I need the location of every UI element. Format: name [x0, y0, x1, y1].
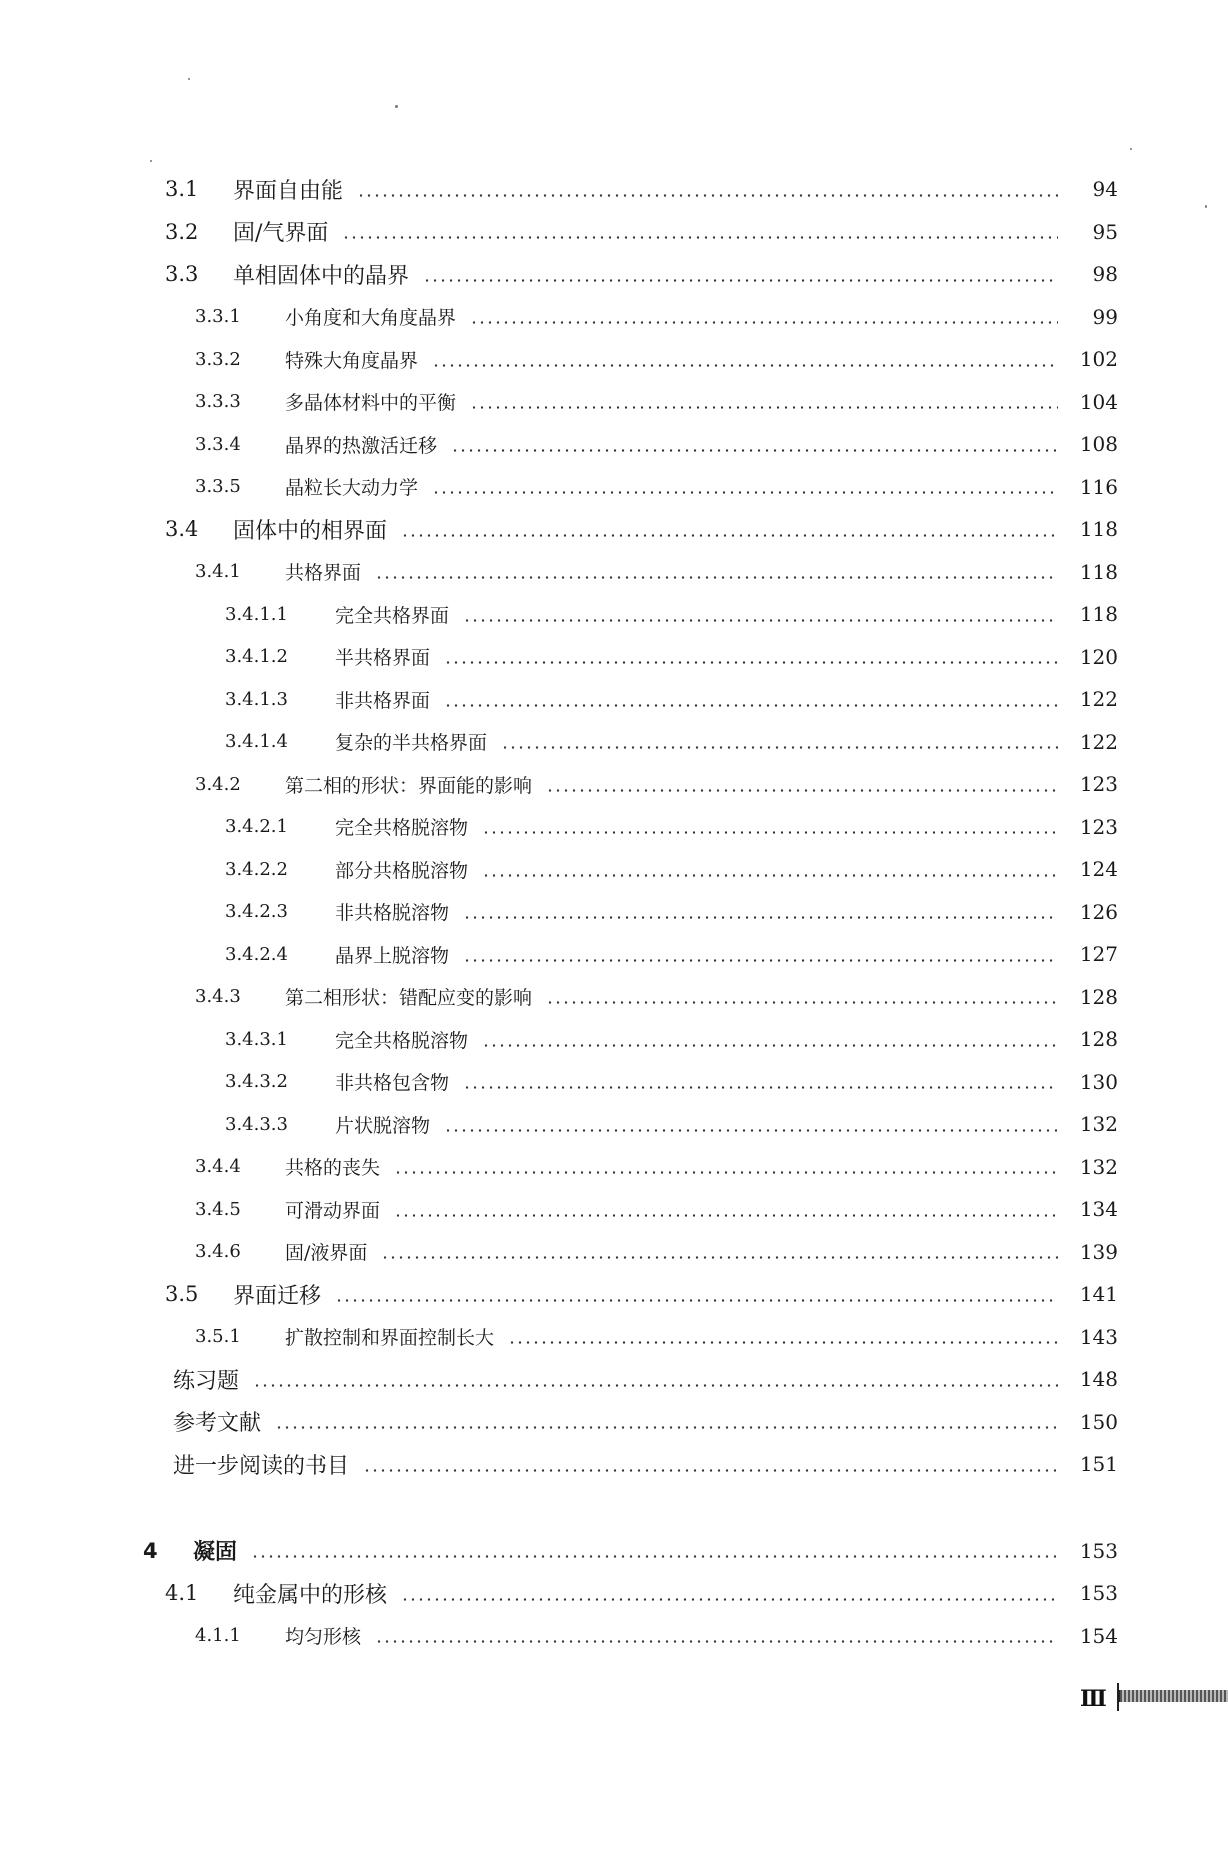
- toc-entry-3-3-5[interactable]: [0, 466, 1228, 509]
- toc-entry-title: 特殊大角度晶界: [285, 349, 419, 372]
- dot-leader: [444, 704, 1058, 707]
- toc-entry-page: 118: [1079, 517, 1118, 542]
- dot-leader: [275, 1426, 1058, 1429]
- toc-entry-page: 150: [1079, 1409, 1118, 1434]
- toc-entry-page: 143: [1079, 1324, 1118, 1349]
- toc-entry-page: 128: [1079, 984, 1118, 1009]
- dot-leader: [444, 1129, 1058, 1132]
- toc-entry-3-4-2[interactable]: [0, 763, 1228, 806]
- toc-entry-number: 3.4.1.3: [225, 688, 288, 710]
- toc-entry-title: 纯金属中的形核: [233, 1582, 388, 1608]
- toc-entry-title: 进一步阅读的书目: [173, 1453, 350, 1479]
- dot-leader: [451, 449, 1058, 452]
- table-of-contents: [0, 168, 1228, 1657]
- toc-entry-title: 固体中的相界面: [233, 518, 388, 544]
- toc-entry-page: 132: [1079, 1154, 1118, 1179]
- scan-speck: [150, 160, 152, 162]
- toc-entry-title: 共格界面: [285, 562, 362, 585]
- toc-entry-page: 139: [1079, 1239, 1118, 1264]
- toc-entry-page: 102: [1079, 347, 1118, 372]
- dot-leader: [423, 279, 1058, 282]
- toc-entry-title: 界面自由能: [233, 178, 344, 204]
- dot-leader: [463, 916, 1058, 919]
- toc-entry-title: 非共格界面: [335, 689, 431, 712]
- toc-entry-number: 3.4.2: [195, 773, 241, 795]
- toc-entry-3-4-2-3[interactable]: [0, 891, 1228, 934]
- dot-leader: [501, 746, 1058, 749]
- toc-entry-number: 3.1: [165, 177, 199, 202]
- toc-entry-page: 108: [1079, 432, 1118, 457]
- scan-speck: [395, 105, 398, 108]
- toc-entry-title: 完全共格脱溶物: [335, 1029, 469, 1052]
- toc-entry-title: 片状脱溶物: [335, 1114, 431, 1137]
- dot-leader: [482, 874, 1058, 877]
- toc-chapter-4[interactable]: [0, 1530, 1228, 1573]
- dot-leader: [381, 1256, 1058, 1259]
- toc-entry-page: 124: [1079, 857, 1118, 882]
- toc-entry-3-4-1-2[interactable]: [0, 636, 1228, 679]
- dot-leader: [342, 236, 1058, 239]
- dot-leader: [444, 661, 1058, 664]
- toc-entry-title: 非共格脱溶物: [335, 902, 450, 925]
- toc-entry-number: 3.4.6: [195, 1241, 241, 1263]
- scan-speck: [1130, 148, 1132, 150]
- toc-entry-page: 104: [1079, 389, 1118, 414]
- toc-entry-3-4[interactable]: [0, 508, 1228, 551]
- toc-entry-3-3-1[interactable]: [0, 296, 1228, 339]
- toc-entry-3-5-1[interactable]: [0, 1316, 1228, 1359]
- toc-entry-title: 小角度和大角度晶界: [285, 307, 457, 330]
- dot-leader: [482, 1044, 1058, 1047]
- toc-entry-title: 第二相形状：错配应变的影响: [285, 987, 533, 1010]
- dot-leader: [463, 959, 1058, 962]
- toc-entry-number: 3.4.2.3: [225, 901, 288, 923]
- toc-entry-title: 扩散控制和界面控制长大: [285, 1327, 495, 1350]
- toc-entry-page: 123: [1079, 772, 1118, 797]
- toc-entry-3-3-3[interactable]: [0, 381, 1228, 424]
- toc-entry-page: 122: [1079, 687, 1118, 712]
- dot-leader: [357, 194, 1058, 197]
- dot-leader: [482, 831, 1058, 834]
- toc-entry-title: 复杂的半共格界面: [335, 732, 488, 755]
- toc-entry-page: 153: [1079, 1581, 1118, 1606]
- page-number-label: Ⅲ: [1080, 1686, 1106, 1712]
- toc-entry-3-4-1[interactable]: [0, 551, 1228, 594]
- toc-entry-number: 3.4.3: [195, 986, 241, 1008]
- page-edge-bar: [1117, 1690, 1228, 1702]
- toc-entry-title: 完全共格脱溶物: [335, 817, 469, 840]
- dot-leader: [335, 1299, 1058, 1302]
- toc-entry-title: 晶粒长大动力学: [285, 477, 419, 500]
- dot-leader: [394, 1214, 1058, 1217]
- dot-leader: [432, 364, 1058, 367]
- toc-entry-title: 多晶体材料中的平衡: [285, 392, 457, 415]
- toc-entry-3-4-3[interactable]: [0, 976, 1228, 1019]
- toc-entry-title: 部分共格脱溶物: [335, 859, 469, 882]
- toc-entry-title: 非共格包含物: [335, 1072, 450, 1095]
- toc-entry-title: 固/气界面: [233, 221, 329, 247]
- toc-entry-page: 98: [1092, 262, 1118, 287]
- toc-entry-number: 3.4.3.1: [225, 1028, 288, 1050]
- dot-leader: [546, 1001, 1058, 1004]
- toc-entry-number: 3.4.2.2: [225, 858, 288, 880]
- dot-leader: [508, 1341, 1058, 1344]
- chapter-page: 153: [1079, 1538, 1118, 1563]
- toc-entry-number: 3.3.1: [195, 306, 241, 328]
- toc-entry-page: 128: [1079, 1027, 1118, 1052]
- toc-entry-title: 练习题: [173, 1368, 240, 1394]
- toc-entry-number: 3.3.5: [195, 476, 241, 498]
- toc-entry-3-4-2-2[interactable]: [0, 848, 1228, 891]
- toc-entry-number: 3.4.2.4: [225, 943, 288, 965]
- toc-entry-title: 半共格界面: [335, 647, 431, 670]
- toc-entry-references[interactable]: [0, 1401, 1228, 1444]
- dot-leader: [251, 1555, 1058, 1558]
- toc-entry-number: 3.3: [165, 262, 199, 287]
- toc-entry-page: 95: [1092, 219, 1118, 244]
- toc-entry-3-4-2-4[interactable]: [0, 933, 1228, 976]
- toc-entry-3-4-5[interactable]: [0, 1188, 1228, 1231]
- dot-leader: [401, 1598, 1058, 1601]
- toc-entry-title: 晶界上脱溶物: [335, 944, 450, 967]
- toc-entry-number: 3.4.3.3: [225, 1113, 288, 1135]
- toc-entry-page: 116: [1079, 474, 1118, 499]
- toc-entry-page: 118: [1079, 602, 1118, 627]
- toc-entry-title: 完全共格界面: [335, 604, 450, 627]
- toc-entry-further-reading[interactable]: [0, 1443, 1228, 1486]
- toc-entry-number: 3.4.1.1: [225, 603, 288, 625]
- toc-entry-page: 94: [1092, 177, 1118, 202]
- toc-entry-number: 3.4.3.2: [225, 1071, 288, 1093]
- toc-entry-title: 参考文献: [173, 1411, 262, 1437]
- toc-entry-number: 3.3.3: [195, 391, 241, 413]
- toc-entry-4-1-1[interactable]: [0, 1615, 1228, 1658]
- toc-entry-number: 3.3.4: [195, 433, 241, 455]
- toc-entry-number: 3.5: [165, 1282, 199, 1307]
- toc-entry-title: 共格的丧失: [285, 1157, 381, 1180]
- toc-entry-page: 99: [1092, 304, 1118, 329]
- toc-entry-3-3[interactable]: [0, 253, 1228, 296]
- chapter-number: 4: [143, 1538, 158, 1563]
- toc-entry-3-4-4[interactable]: [0, 1146, 1228, 1189]
- dot-leader: [546, 789, 1058, 792]
- toc-entry-number: 4.1: [165, 1581, 199, 1606]
- toc-entry-4-1[interactable]: [0, 1572, 1228, 1615]
- toc-entry-3-3-4[interactable]: [0, 423, 1228, 466]
- toc-entry-page: 154: [1079, 1623, 1118, 1648]
- toc-entry-page: 118: [1079, 559, 1118, 584]
- toc-entry-page: 134: [1079, 1197, 1118, 1222]
- toc-entry-3-4-3-3[interactable]: [0, 1103, 1228, 1146]
- toc-entry-page: 130: [1079, 1069, 1118, 1094]
- toc-entry-3-5[interactable]: [0, 1273, 1228, 1316]
- dot-leader: [394, 1171, 1058, 1174]
- toc-entry-title: 单相固体中的晶界: [233, 263, 410, 289]
- toc-entry-3-4-6[interactable]: [0, 1231, 1228, 1274]
- toc-entry-page: 132: [1079, 1112, 1118, 1137]
- chapter-title: 凝固: [193, 1539, 238, 1566]
- toc-entry-number: 3.4.1.2: [225, 646, 288, 668]
- dot-leader: [432, 491, 1058, 494]
- dot-leader: [470, 321, 1058, 324]
- toc-entry-3-4-3-2[interactable]: [0, 1061, 1228, 1104]
- toc-entry-page: 151: [1079, 1452, 1118, 1477]
- toc-entry-title: 均匀形核: [285, 1626, 362, 1649]
- toc-entry-number: 3.4.1: [195, 561, 241, 583]
- toc-entry-3-3-2[interactable]: [0, 338, 1228, 381]
- toc-entry-page: 120: [1079, 644, 1118, 669]
- toc-entry-number: 3.5.1: [195, 1326, 241, 1348]
- toc-entry-number: 3.4: [165, 517, 199, 542]
- toc-entry-number: 3.3.2: [195, 348, 241, 370]
- section-gap: [0, 1486, 1228, 1530]
- toc-entry-3-2[interactable]: [0, 211, 1228, 254]
- dot-leader: [363, 1469, 1058, 1472]
- toc-entry-number: 3.4.4: [195, 1156, 241, 1178]
- toc-entry-page: 148: [1079, 1367, 1118, 1392]
- toc-entry-3-4-2-1[interactable]: [0, 806, 1228, 849]
- toc-entry-3-1[interactable]: [0, 168, 1228, 211]
- dot-leader: [463, 1086, 1058, 1089]
- toc-entry-page: 141: [1079, 1282, 1118, 1307]
- dot-leader: [463, 619, 1058, 622]
- toc-entry-number: 3.4.2.1: [225, 816, 288, 838]
- toc-entry-3-4-3-1[interactable]: [0, 1018, 1228, 1061]
- toc-entry-page: 122: [1079, 729, 1118, 754]
- toc-entry-title: 固/液界面: [285, 1242, 368, 1265]
- toc-entry-exercises[interactable]: [0, 1358, 1228, 1401]
- toc-entry-number: 3.4.1.4: [225, 731, 288, 753]
- toc-entry-number: 3.2: [165, 219, 199, 244]
- toc-entry-title: 界面迁移: [233, 1283, 322, 1309]
- toc-entry-title: 第二相的形状：界面能的影响: [285, 774, 533, 797]
- toc-entry-3-4-1-3[interactable]: [0, 678, 1228, 721]
- toc-entry-3-4-1-1[interactable]: [0, 593, 1228, 636]
- toc-entry-page: 127: [1079, 942, 1118, 967]
- dot-leader: [375, 576, 1058, 579]
- scan-speck: [188, 78, 190, 80]
- toc-entry-3-4-1-4[interactable]: [0, 721, 1228, 764]
- dot-leader: [470, 406, 1058, 409]
- toc-entry-title: 可滑动界面: [285, 1199, 381, 1222]
- toc-entry-number: 4.1.1: [195, 1625, 241, 1647]
- toc-entry-page: 126: [1079, 899, 1118, 924]
- toc-entry-title: 晶界的热激活迁移: [285, 434, 438, 457]
- dot-leader: [401, 534, 1058, 537]
- toc-entry-number: 3.4.5: [195, 1198, 241, 1220]
- toc-entry-page: 123: [1079, 814, 1118, 839]
- dot-leader: [253, 1384, 1058, 1387]
- dot-leader: [375, 1640, 1058, 1643]
